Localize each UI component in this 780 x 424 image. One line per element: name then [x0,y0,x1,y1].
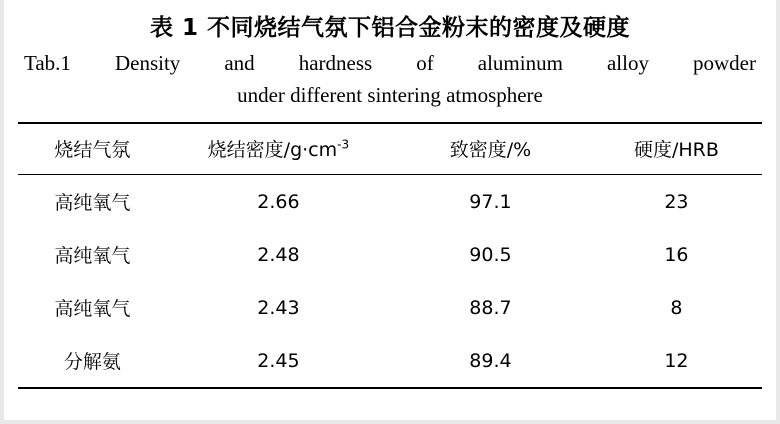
table-body [18,175,762,389]
header-label-density: 烧结密度/g·cm [207,139,338,161]
table-caption [18,12,762,110]
table-row [18,175,762,229]
cell-density: 2.43 [257,296,300,319]
header-cell-hardness [591,123,762,175]
data-table [18,122,762,389]
page-edge-left [0,0,4,424]
table-container [18,122,762,389]
cell-relative-density: 88.7 [469,296,512,319]
cell-atmosphere: 高纯氧气 [54,192,131,214]
cell-density: 2.66 [257,190,300,213]
header-cell-relative-density [390,123,591,175]
page-edge-bottom [0,420,780,424]
table-row [18,281,762,334]
header-sup-density: -3 [337,137,350,152]
cell-atmosphere: 分解氨 [63,351,121,373]
table-row [18,228,762,281]
cell-hardness: 8 [670,296,683,319]
caption-english-line2: under different sintering atmosphere [237,83,543,107]
header-cell-atmosphere [18,123,167,175]
header-label-relative-density: 致密度/% [449,139,532,161]
cell-hardness: 23 [664,190,689,213]
page-edge-right [776,0,780,424]
cell-hardness: 12 [664,349,689,372]
cell-density: 2.45 [257,349,300,372]
cell-relative-density: 97.1 [469,190,512,213]
cell-relative-density: 90.5 [469,243,512,266]
cell-atmosphere: 高纯氧气 [54,245,131,267]
table-header [18,123,762,175]
cell-relative-density: 89.4 [469,349,512,372]
caption-chinese: 表 1 不同烧结气氛下铝合金粉末的密度及硬度 [149,15,631,41]
header-label-atmosphere: 烧结气氛 [54,139,131,161]
header-cell-density [167,123,390,175]
cell-hardness: 16 [664,243,689,266]
header-label-hardness: 硬度/HRB [633,139,719,161]
table-header-row [18,123,762,175]
cell-atmosphere: 高纯氧气 [54,298,131,320]
table-row [18,334,762,388]
caption-english-line1: Tab.1 Density and hardness of aluminum alloy powder [24,51,756,75]
cell-density: 2.48 [257,243,300,266]
